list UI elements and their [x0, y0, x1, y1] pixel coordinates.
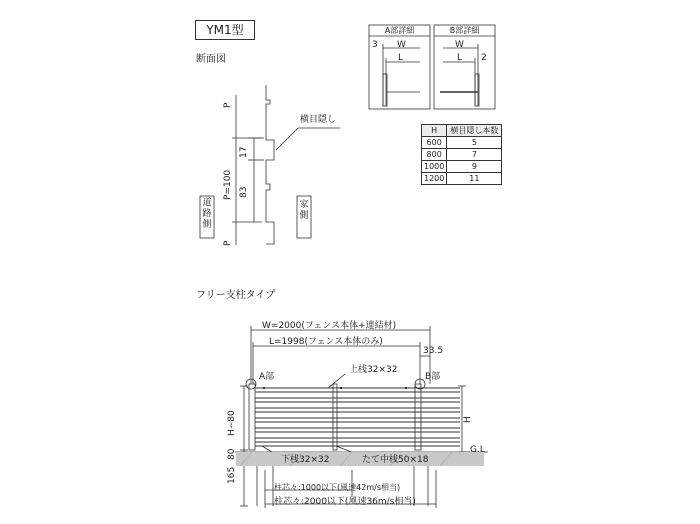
l-dimension: L=1998(フェンス本体のみ) [269, 337, 383, 347]
bottom-rail-label: 下桟32×32 [281, 455, 330, 465]
table-cell-count: 11 [447, 173, 502, 185]
dim-80: 80 [227, 448, 237, 460]
table-cell-h: 1200 [422, 173, 447, 185]
table-row [422, 173, 502, 185]
mid-post-label: たて中桟50×18 [362, 455, 429, 465]
table-cell-h: 800 [422, 149, 447, 161]
detail-a-dim-3: 3 [372, 40, 378, 50]
pitch-label-bottom: P [223, 240, 233, 246]
table-row [422, 137, 502, 149]
dim-83: 83 [239, 186, 249, 198]
table-cell-count: 9 [447, 161, 502, 173]
b-mark: B部 [425, 372, 441, 382]
table-cell-count: 5 [447, 137, 502, 149]
top-rail-label: 上桟32×32 [349, 365, 398, 375]
w-dimension: W=2000(フェンス本体+連結材) [262, 321, 397, 331]
gl-label: G.L [470, 445, 485, 455]
section-label: 断面図 [196, 54, 226, 65]
house-side-label: 家側 [299, 200, 309, 221]
table-cell-h: 600 [422, 137, 447, 149]
detail-a-w: W [397, 40, 406, 50]
table-row [422, 161, 502, 173]
detail-a-l: L [398, 53, 404, 63]
dim-17: 17 [239, 146, 249, 158]
road-side-label: 道路側 [202, 198, 212, 230]
slat-callout: 横目隠し [300, 115, 337, 125]
detail-b-title: B部詳細 [449, 26, 480, 35]
h-label: H [463, 416, 473, 423]
layout-label: フリー支柱タイプ [196, 290, 276, 301]
dim-h-minus-80: H−80 [227, 410, 237, 436]
detail-b-w: W [455, 40, 464, 50]
dim-33-5: 33.5 [423, 346, 444, 356]
table-header-row [422, 125, 502, 137]
post-pitch-1000: 柱芯々:1000以下(風速42m/s相当) [274, 483, 401, 492]
model-title: YM1型 [195, 20, 255, 40]
slat-count-table [421, 124, 502, 185]
table-cell-count: 7 [447, 149, 502, 161]
pitch-label-top: P [223, 102, 233, 108]
dim-165: 165 [227, 466, 237, 484]
detail-a-title: A部詳細 [384, 26, 415, 35]
table-header-h: H [422, 125, 447, 137]
post-pitch-2000: 柱芯々:2000以下(風速36m/s相当) [274, 497, 416, 507]
pitch-eq-label: P=100 [223, 169, 233, 200]
detail-b-dim-2: 2 [481, 53, 487, 63]
a-mark: A部 [259, 372, 275, 382]
table-cell-h: 1000 [422, 161, 447, 173]
table-row [422, 149, 502, 161]
detail-b-l: L [457, 53, 463, 63]
table-header-count: 横目隠し本数 [447, 125, 502, 137]
